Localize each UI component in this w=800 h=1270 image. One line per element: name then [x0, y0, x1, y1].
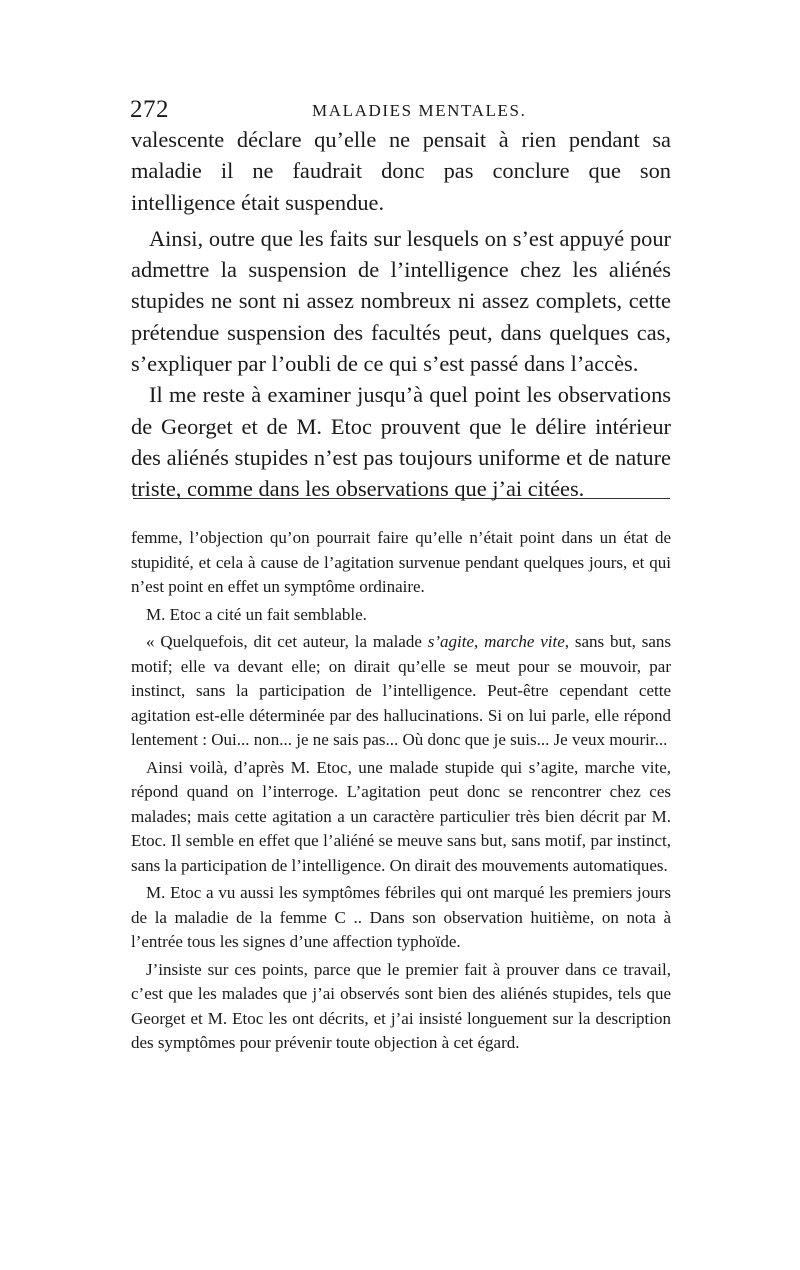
quote-text: , sans but, sans motif; elle va devant elle; on dirait qu’elle se meut pour se mouvoir, par instinct, sans la participation de l’intelligence. Peut-être cependant cette agitation est-elle déterminée par des hallucinations. Si on lui parle, elle répond lentement : Oui... non... je ne sais pas... Où donc que je suis... Je veux mourir... — [131, 632, 672, 749]
main-paragraph: Il me reste à examiner jusqu’à quel point les observations de Georget et de M. Etoc prouvent que le délire intérieur des aliénés stupides n’est pas toujours uniforme et de nature triste, comme dans les observations que j’ai citées. — [131, 382, 671, 502]
quote-italic: marche vite — [484, 632, 565, 651]
quote-text: , — [474, 632, 485, 651]
page-number: 272 — [130, 96, 169, 123]
main-text — [131, 124, 671, 505]
note-paragraph: Ainsi voilà, d’après M. Etoc, une malade stupide qui s’agite, marche vite, répond quand on l’interroge. L’agitation peut donc se rencontrer chez ces malades; mais cette agitation a un caractère particulier très bien décrit par M. Etoc. Il semble en effet que l’aliéné se meuve sans but, sans motif, par instinct, sans la participation de l’intelligence. On dirait des mouvements automatiques. — [131, 757, 671, 875]
note-paragraph: M. Etoc a vu aussi les symptômes fébriles qui ont marqué les premiers jours de la maladie de la femme C .. Dans son observation huitième, on nota à l’entrée tous les signes d’une affection typhoïde. — [131, 883, 671, 951]
footnote-divider — [133, 498, 670, 499]
note-paragraph: femme, l’objection qu’on pourrait faire qu’elle n’était point dans un état de stupidité, et cela à cause de l’agitation survenue pendant quelques jours, et qui n’est point en effet un symptôme ordinaire. — [131, 528, 671, 596]
quote-italic: s’agite — [427, 632, 474, 651]
note-paragraph: J’insiste sur ces points, parce que le premier fait à prouver dans ce travail, c’est que les malades que j’ai observés sont bien des aliénés stupides, tels que Georget et M. Etoc les ont décrits, et j’ai insisté longuement sur la description des symptômes pour prévenir toute objection à cet égard. — [131, 959, 671, 1052]
footnote-text — [131, 526, 671, 1056]
main-paragraph: Ainsi, outre que les faits sur lesquels on s’est appuyé pour admettre la suspension de l’intelligence chez les aliénés stupides ne sont ni assez nombreux ni assez complets, cette prétendue suspension des facultés peut, dans quelques cas, s’expliquer par l’oubli de ce qui s’est passé dans l’accès. — [131, 225, 671, 377]
note-paragraph-quote — [131, 630, 671, 753]
main-paragraph: valescente déclare qu’elle ne pensait à rien pendant sa maladie il ne faudrait donc pas conclure que son intelligence était suspendue. — [131, 127, 671, 215]
running-head: MALADIES MENTALES. — [312, 101, 527, 120]
note-paragraph: M. Etoc a cité un fait semblable. — [146, 604, 367, 624]
quote-text: « Quelquefois, dit cet auteur, la malade — [146, 632, 428, 651]
page-header — [130, 96, 670, 126]
